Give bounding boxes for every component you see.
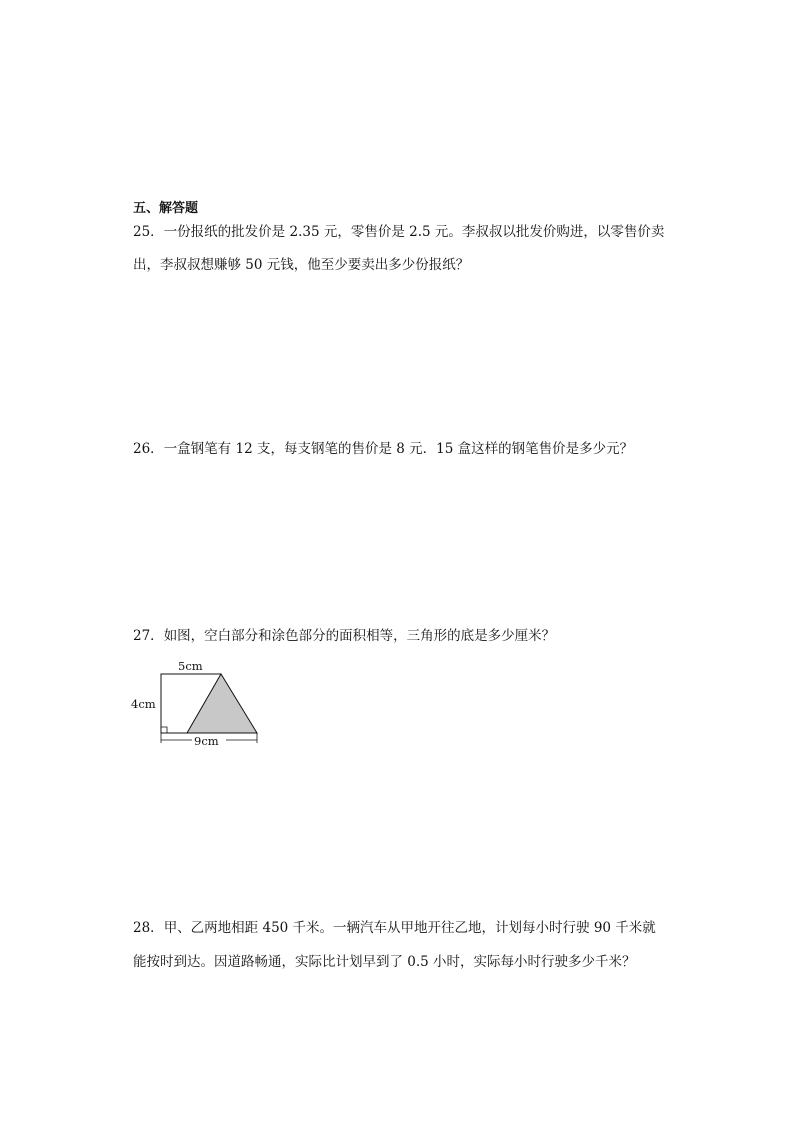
question-26-line-1 [133, 443, 633, 457]
question-25-text-1: 一份报纸的批发价是 2.35 元，零售价是 2.5 元。李叔叔以批发价购进，以零售价卖 [163, 224, 665, 240]
label-bottom-9cm: 9cm [194, 734, 219, 748]
question-26-text-1: 一盒钢笔有 12 支，每支钢笔的售价是 8 元．15 盒这样的钢笔售价是多少元？ [163, 441, 634, 457]
trapezoid-triangle-figure [128, 656, 268, 756]
question-28-number: 28． [133, 920, 164, 936]
question-28-text-1: 甲、乙两地相距 450 千米。一辆汽车从甲地开往乙地，计划每小时行驶 90 千米就 [163, 920, 656, 936]
question-25-line-1 [133, 226, 664, 240]
question-28-line-2: 能按时到达。因道路畅通，实际比计划早到了 0.5 小时，实际每小时行驶多少千米？ [133, 954, 636, 970]
question-25-number: 25． [133, 224, 164, 240]
label-top-5cm: 5cm [178, 659, 203, 673]
section-title: 五、解答题 [133, 201, 199, 216]
shaded-triangle [187, 674, 257, 733]
question-25-line-2: 出，李叔叔想赚够 50 元钱，他至少要卖出多少份报纸？ [133, 257, 470, 273]
question-27-text-1: 如图，空白部分和涂色部分的面积相等，三角形的底是多少厘米？ [163, 628, 556, 644]
label-left-4cm: 4cm [131, 697, 156, 711]
question-28-line-1 [133, 922, 656, 936]
question-27-line-1 [133, 630, 555, 644]
question-27-number: 27． [133, 628, 164, 644]
right-angle-marker [161, 727, 167, 733]
question-26-number: 26． [133, 441, 164, 457]
